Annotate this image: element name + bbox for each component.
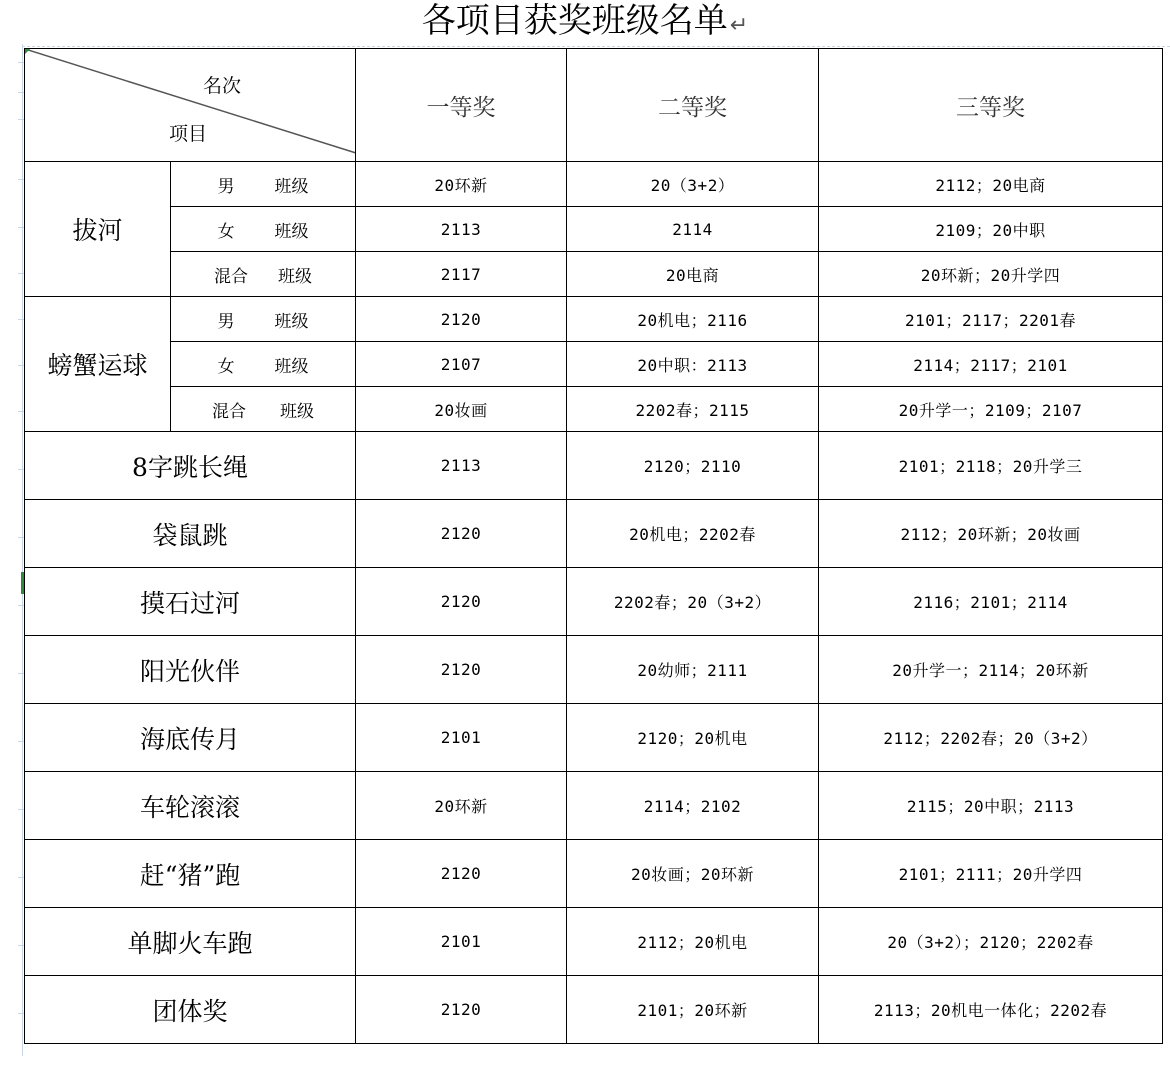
second-prize-cell: 2202春；20（3+2） — [567, 568, 819, 636]
second-prize-cell: 20妆画；20环新 — [567, 840, 819, 908]
first-prize-cell: 2120 — [356, 976, 567, 1044]
first-prize-cell: 2107 — [356, 342, 567, 387]
event-name: 袋鼠跳 — [25, 500, 356, 568]
table-row — [25, 976, 1163, 1044]
subcategory-label: 男 班级 — [171, 162, 356, 207]
subcategory-label: 混合 班级 — [171, 387, 356, 432]
first-prize-cell: 2113 — [356, 432, 567, 500]
subcategory-label: 女 班级 — [171, 342, 356, 387]
table-row — [25, 772, 1163, 840]
third-prize-cell: 2101；2117；2201春 — [819, 297, 1163, 342]
table-row — [25, 387, 1163, 432]
second-prize-cell: 2112；20机电 — [567, 908, 819, 976]
diag-event-label: 项目 — [169, 123, 208, 145]
second-prize-cell: 20机电；2116 — [567, 297, 819, 342]
table-row — [25, 207, 1163, 252]
table-row — [25, 432, 1163, 500]
event-name: 团体奖 — [25, 976, 356, 1044]
third-prize-cell: 2112；20环新；20妆画 — [819, 500, 1163, 568]
diagonal-header-cell — [25, 49, 356, 162]
third-prize-cell: 2115；20中职；2113 — [819, 772, 1163, 840]
table-row — [25, 252, 1163, 297]
group-name-crab-ball: 螃蟹运球 — [25, 297, 171, 432]
third-prize-cell: 2101；2111；20升学四 — [819, 840, 1163, 908]
third-prize-cell: 2112；20电商 — [819, 162, 1163, 207]
third-prize-cell: 2101；2118；20升学三 — [819, 432, 1163, 500]
table-row — [25, 162, 1163, 207]
diag-rank-label: 名次 — [203, 75, 242, 97]
second-prize-cell: 2202春；2115 — [567, 387, 819, 432]
sheet-top-guide — [22, 46, 1170, 47]
event-name: 车轮滚滚 — [25, 772, 356, 840]
header-third-prize: 三等奖 — [819, 49, 1163, 162]
table-row — [25, 908, 1163, 976]
first-prize-cell: 2120 — [356, 297, 567, 342]
first-prize-cell: 2101 — [356, 704, 567, 772]
paragraph-mark-icon: ↵ — [729, 13, 749, 38]
table-row — [25, 568, 1163, 636]
second-prize-cell: 2114；2102 — [567, 772, 819, 840]
third-prize-cell: 20升学一；2109；2107 — [819, 387, 1163, 432]
first-prize-cell: 2120 — [356, 636, 567, 704]
first-prize-cell: 2113 — [356, 207, 567, 252]
page-title — [0, 0, 1170, 44]
header-second-prize: 二等奖 — [567, 49, 819, 162]
third-prize-cell: 2116；2101；2114 — [819, 568, 1163, 636]
header-row — [25, 49, 1163, 162]
header-first-prize: 一等奖 — [356, 49, 567, 162]
event-name: 8字跳长绳 — [25, 432, 356, 500]
third-prize-cell: 2109；20中职 — [819, 207, 1163, 252]
third-prize-cell: 2112；2202春；20（3+2） — [819, 704, 1163, 772]
first-prize-cell: 2120 — [356, 568, 567, 636]
first-prize-cell: 2101 — [356, 908, 567, 976]
title-text: 各项目获奖班级名单 — [421, 1, 728, 41]
second-prize-cell: 20（3+2） — [567, 162, 819, 207]
first-prize-cell: 2120 — [356, 840, 567, 908]
third-prize-cell: 20（3+2）；2120；2202春 — [819, 908, 1163, 976]
second-prize-cell: 2120；20机电 — [567, 704, 819, 772]
row-gridline-ticks — [0, 44, 24, 1054]
awards-table — [24, 48, 1163, 1044]
first-prize-cell: 20环新 — [356, 772, 567, 840]
table-row — [25, 704, 1163, 772]
subcategory-label: 女 班级 — [171, 207, 356, 252]
subcategory-label: 混合 班级 — [171, 252, 356, 297]
third-prize-cell: 20升学一；2114；20环新 — [819, 636, 1163, 704]
second-prize-cell: 2101；20环新 — [567, 976, 819, 1044]
second-prize-cell: 2114 — [567, 207, 819, 252]
event-name: 单脚火车跑 — [25, 908, 356, 976]
second-prize-cell: 2120；2110 — [567, 432, 819, 500]
group-name-tug-of-war: 拔河 — [25, 162, 171, 297]
table-row — [25, 840, 1163, 908]
table-row — [25, 500, 1163, 568]
table-row — [25, 636, 1163, 704]
third-prize-cell: 2114；2117；2101 — [819, 342, 1163, 387]
second-prize-cell: 20幼师；2111 — [567, 636, 819, 704]
first-prize-cell: 2120 — [356, 500, 567, 568]
event-name: 赶“猪”跑 — [25, 840, 356, 908]
table-row — [25, 297, 1163, 342]
third-prize-cell: 20环新；20升学四 — [819, 252, 1163, 297]
table-row — [25, 342, 1163, 387]
third-prize-cell: 2113；20机电一体化；2202春 — [819, 976, 1163, 1044]
event-name: 海底传月 — [25, 704, 356, 772]
second-prize-cell: 20电商 — [567, 252, 819, 297]
event-name: 阳光伙伴 — [25, 636, 356, 704]
first-prize-cell: 20环新 — [356, 162, 567, 207]
second-prize-cell: 20中职：2113 — [567, 342, 819, 387]
subcategory-label: 男 班级 — [171, 297, 356, 342]
first-prize-cell: 20妆画 — [356, 387, 567, 432]
event-name: 摸石过河 — [25, 568, 356, 636]
second-prize-cell: 20机电；2202春 — [567, 500, 819, 568]
first-prize-cell: 2117 — [356, 252, 567, 297]
